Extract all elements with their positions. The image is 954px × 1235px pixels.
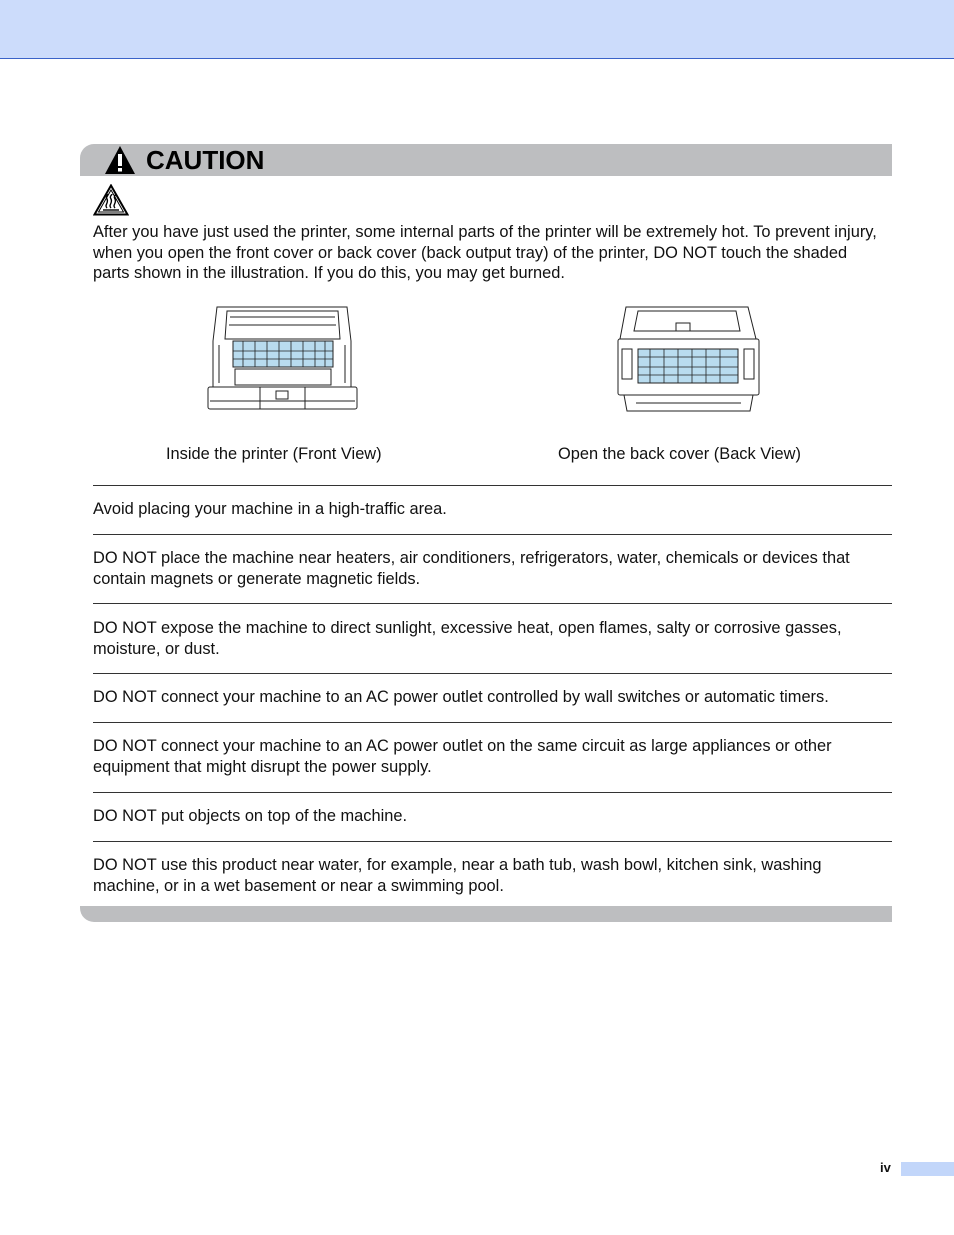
caution-item: DO NOT connect your machine to an AC power outlet controlled by wall switches or automatic timers.	[93, 688, 829, 706]
hot-surface-icon	[93, 184, 129, 216]
warning-triangle-icon	[104, 145, 136, 175]
divider	[93, 673, 892, 674]
caution-item: DO NOT connect your machine to an AC power outlet on the same circuit as large appliances or other equipment that might disrupt the power supply.	[93, 737, 832, 776]
header-band	[0, 0, 954, 59]
front-view-printer-illustration	[205, 305, 360, 413]
back-view-printer-illustration	[616, 305, 761, 415]
divider	[93, 534, 892, 535]
divider	[93, 792, 892, 793]
caution-intro: After you have just used the printer, some internal parts of the printer will be extremely hot. To prevent injury, when you open the front cover or back cover (back output tray) of the printer, DO NOT touch the shaded parts shown in the illustration. If you do this, you may get burned.	[93, 223, 877, 282]
divider	[93, 485, 892, 486]
caution-item: Avoid placing your machine in a high-traffic area.	[93, 500, 447, 518]
divider	[93, 603, 892, 604]
back-view-caption: Open the back cover (Back View)	[558, 445, 801, 463]
caution-item: DO NOT put objects on top of the machine.	[93, 807, 408, 825]
page-tab	[901, 1162, 954, 1176]
caution-item: DO NOT use this product near water, for example, near a bath tub, wash bowl, kitchen sink, washing machine, or in a wet basement or near a swimming pool.	[93, 856, 822, 895]
caution-header	[80, 144, 892, 176]
divider	[93, 722, 892, 723]
divider	[93, 841, 892, 842]
caution-item: DO NOT place the machine near heaters, air conditioners, refrigerators, water, chemicals or devices that contain magnets or generate magnetic fields.	[93, 549, 850, 588]
page-number: iv	[880, 1160, 891, 1175]
caution-item: DO NOT expose the machine to direct sunlight, excessive heat, open flames, salty or corrosive gasses, moisture, or dust.	[93, 619, 842, 658]
caution-title: CAUTION	[146, 145, 265, 175]
front-view-caption: Inside the printer (Front View)	[166, 445, 382, 463]
caution-footer-bar	[80, 906, 892, 922]
